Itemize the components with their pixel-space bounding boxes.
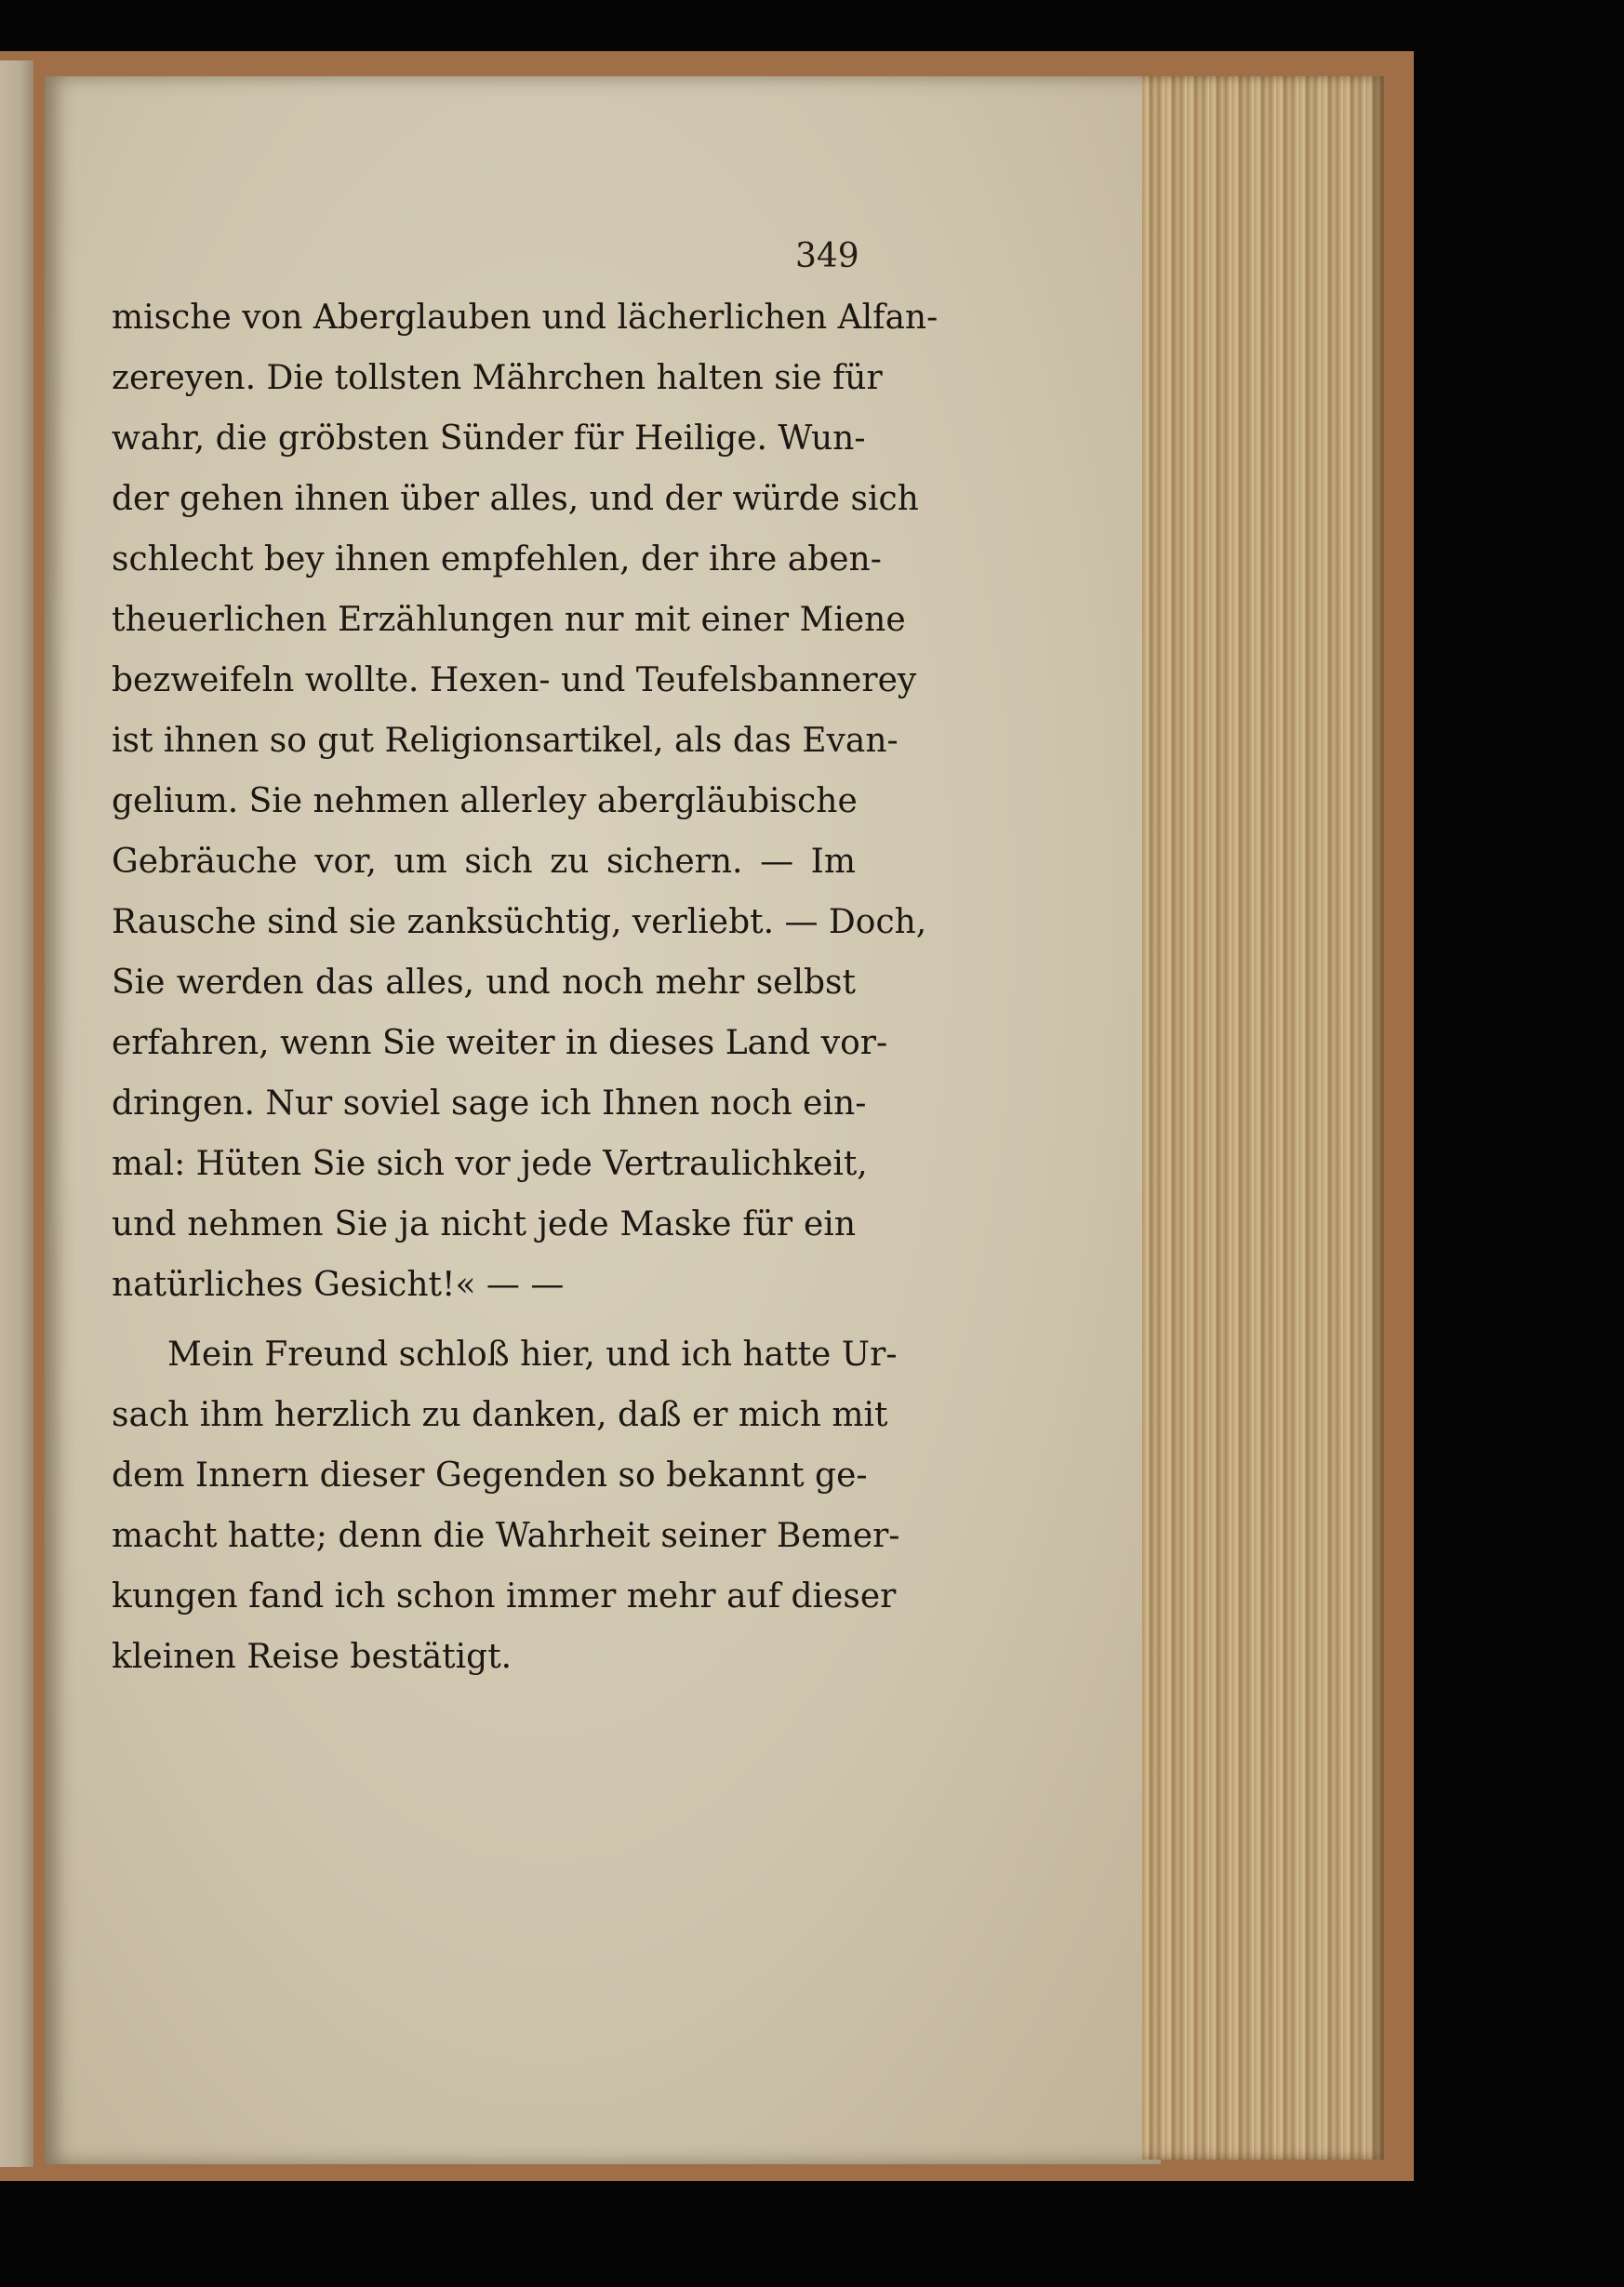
page-number: 349 (795, 237, 859, 275)
text-line: dringen. Nur soviel sage ich Ihnen noch ein- (112, 1084, 867, 1123)
text-line: theuerlichen Erzählungen nur mit einer Miene (112, 601, 906, 639)
text-line: und nehmen Sie ja nicht jede Maske für ein (112, 1205, 856, 1243)
text-line: schlecht bey ihnen empfehlen, der ihre aben- (112, 540, 882, 578)
text-line: kleinen Reise bestätigt. (112, 1638, 512, 1676)
text-line: der gehen ihnen über alles, und der würde sich (112, 480, 919, 518)
text-line: Gebräuche vor, um sich zu sichern. — Im (112, 843, 856, 881)
text-line: macht hatte; denn die Wahrheit seiner Bemer- (112, 1517, 900, 1555)
text-line: wahr, die gröbsten Sünder für Heilige. Wun- (112, 419, 866, 458)
text-line: Sie werden das alles, und noch mehr selbst (112, 964, 856, 1002)
text-line: gelium. Sie nehmen allerley abergläubische (112, 782, 858, 820)
text-line: zereyen. Die tollsten Mährchen halten sie für (112, 359, 883, 397)
text-line: natürliches Gesicht!« — — (112, 1266, 565, 1304)
text-line: erfahren, wenn Sie weiter in dieses Land vor- (112, 1024, 888, 1062)
text-line: bezweifeln wollte. Hexen- und Teufelsbannerey (112, 661, 917, 699)
text-line: mische von Aberglauben und lächerlichen Alfan- (112, 299, 938, 337)
text-line: sach ihm herzlich zu danken, daß er mich mit (112, 1396, 888, 1434)
text-line: mal: Hüten Sie sich vor jede Vertraulichkeit, (112, 1145, 868, 1183)
text-line: Rausche sind sie zanksüchtig, verliebt. — Doch, (112, 903, 927, 941)
text-line: dem Innern dieser Gegenden so bekannt ge- (112, 1456, 868, 1495)
text-line: kungen fand ich schon immer mehr auf dieser (112, 1577, 897, 1616)
page-edges (1142, 76, 1384, 2160)
previous-page-edge (0, 60, 33, 2167)
text-line: Mein Freund schloß hier, und ich hatte Ur- (167, 1336, 898, 1374)
text-line: ist ihnen so gut Religionsartikel, als das Evan- (112, 722, 899, 760)
